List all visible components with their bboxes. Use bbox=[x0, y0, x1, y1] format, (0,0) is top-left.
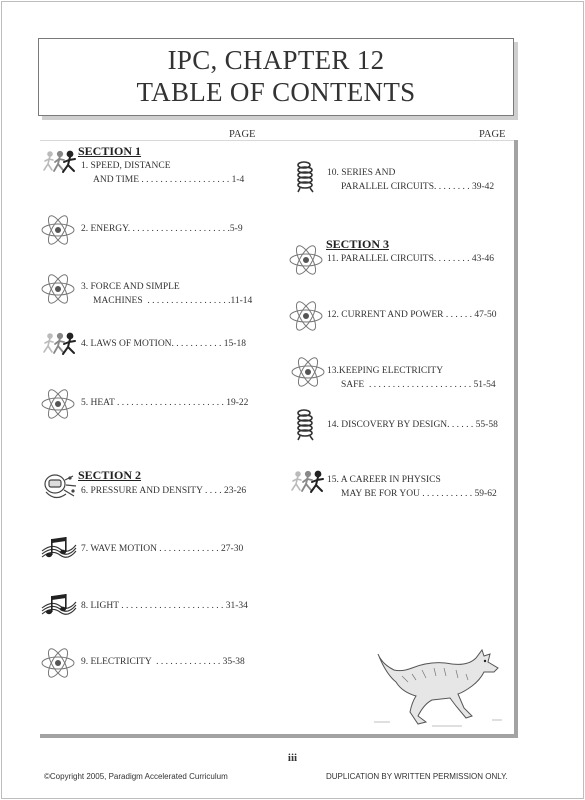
title-line-2: TABLE OF CONTENTS bbox=[136, 77, 416, 107]
toc-entry-11: 11. PARALLEL CIRCUITS. . . . . . . . 43-46 bbox=[327, 254, 495, 264]
runners-icon bbox=[42, 332, 78, 360]
page-column-label-right: PAGE bbox=[479, 129, 506, 140]
section-2-heading: SECTION 2 bbox=[78, 468, 142, 482]
diver-icon bbox=[40, 472, 78, 504]
toc-entry-10-line-2: PARALLEL CIRCUITS. . . . . . . . 39-42 bbox=[341, 182, 495, 192]
music-notes-icon bbox=[40, 590, 78, 620]
music-notes-icon bbox=[40, 533, 78, 563]
toc-entry-1: 1. SPEED, DISTANCE bbox=[81, 161, 171, 171]
toc-entry-5: 5. HEAT . . . . . . . . . . . . . . . . . . . . . . . 19-22 bbox=[81, 398, 249, 408]
page-column-label-left: PAGE bbox=[229, 129, 256, 140]
toc-entry-2: 2. ENERGY. . . . . . . . . . . . . . . . . . . . . .5-9 bbox=[81, 224, 243, 234]
section-3-heading: SECTION 3 bbox=[326, 237, 390, 251]
toc-entry-10: 10. SERIES AND bbox=[327, 168, 396, 178]
toc-entry-8: 8. LIGHT . . . . . . . . . . . . . . . . . . . . . . 31-34 bbox=[81, 601, 248, 611]
title-line-1: IPC, CHAPTER 12 bbox=[167, 45, 385, 75]
atom-icon bbox=[290, 355, 326, 389]
toc-entry-7: 7. WAVE MOTION . . . . . . . . . . . . . 27-30 bbox=[81, 544, 244, 554]
section-1-heading: SECTION 1 bbox=[78, 144, 142, 158]
runners-icon bbox=[42, 150, 78, 178]
atom-icon bbox=[40, 646, 76, 680]
atom-icon bbox=[288, 243, 324, 277]
page-number: iii bbox=[287, 752, 298, 764]
toc-entry-1-line-2: AND TIME . . . . . . . . . . . . . . . . . . . 1-4 bbox=[93, 175, 245, 185]
toc-entry-14: 14. DISCOVERY BY DESIGN. . . . . . 55-58 bbox=[327, 420, 498, 430]
atom-icon bbox=[40, 213, 76, 247]
copyright-notice: ©Copyright 2005, Paradigm Accelerated Curriculum bbox=[44, 772, 228, 781]
atom-icon bbox=[40, 272, 76, 306]
title-box bbox=[38, 38, 514, 116]
toc-entry-9: 9. ELECTRICITY . . . . . . . . . . . . . . 35-38 bbox=[81, 657, 245, 667]
toc-entry-3: 3. FORCE AND SIMPLE bbox=[81, 282, 180, 292]
toc-entry-15: 15. A CAREER IN PHYSICS bbox=[327, 475, 441, 485]
toc-entry-13-line-2: SAFE . . . . . . . . . . . . . . . . . . . . . . 51-54 bbox=[341, 380, 496, 390]
toc-entry-13: 13.KEEPING ELECTRICITY bbox=[327, 366, 444, 376]
wolf-illustration bbox=[372, 646, 508, 728]
runners-icon bbox=[290, 470, 326, 498]
duplication-notice: DUPLICATION BY WRITTEN PERMISSION ONLY. bbox=[326, 772, 508, 781]
toc-entry-3-line-2: MACHINES . . . . . . . . . . . . . . . . . .11-14 bbox=[93, 296, 253, 306]
toc-entry-4: 4. LAWS OF MOTION. . . . . . . . . . . 15-18 bbox=[81, 339, 246, 349]
toc-entry-6: 6. PRESSURE AND DENSITY . . . . 23-26 bbox=[81, 486, 247, 496]
atom-icon bbox=[40, 387, 76, 421]
toc-entry-12: 12. CURRENT AND POWER . . . . . . 47-50 bbox=[327, 310, 497, 320]
coil-icon bbox=[294, 160, 316, 194]
toc-entry-15-line-2: MAY BE FOR YOU . . . . . . . . . . . 59-62 bbox=[341, 489, 497, 499]
atom-icon bbox=[288, 299, 324, 333]
coil-icon bbox=[294, 408, 316, 442]
